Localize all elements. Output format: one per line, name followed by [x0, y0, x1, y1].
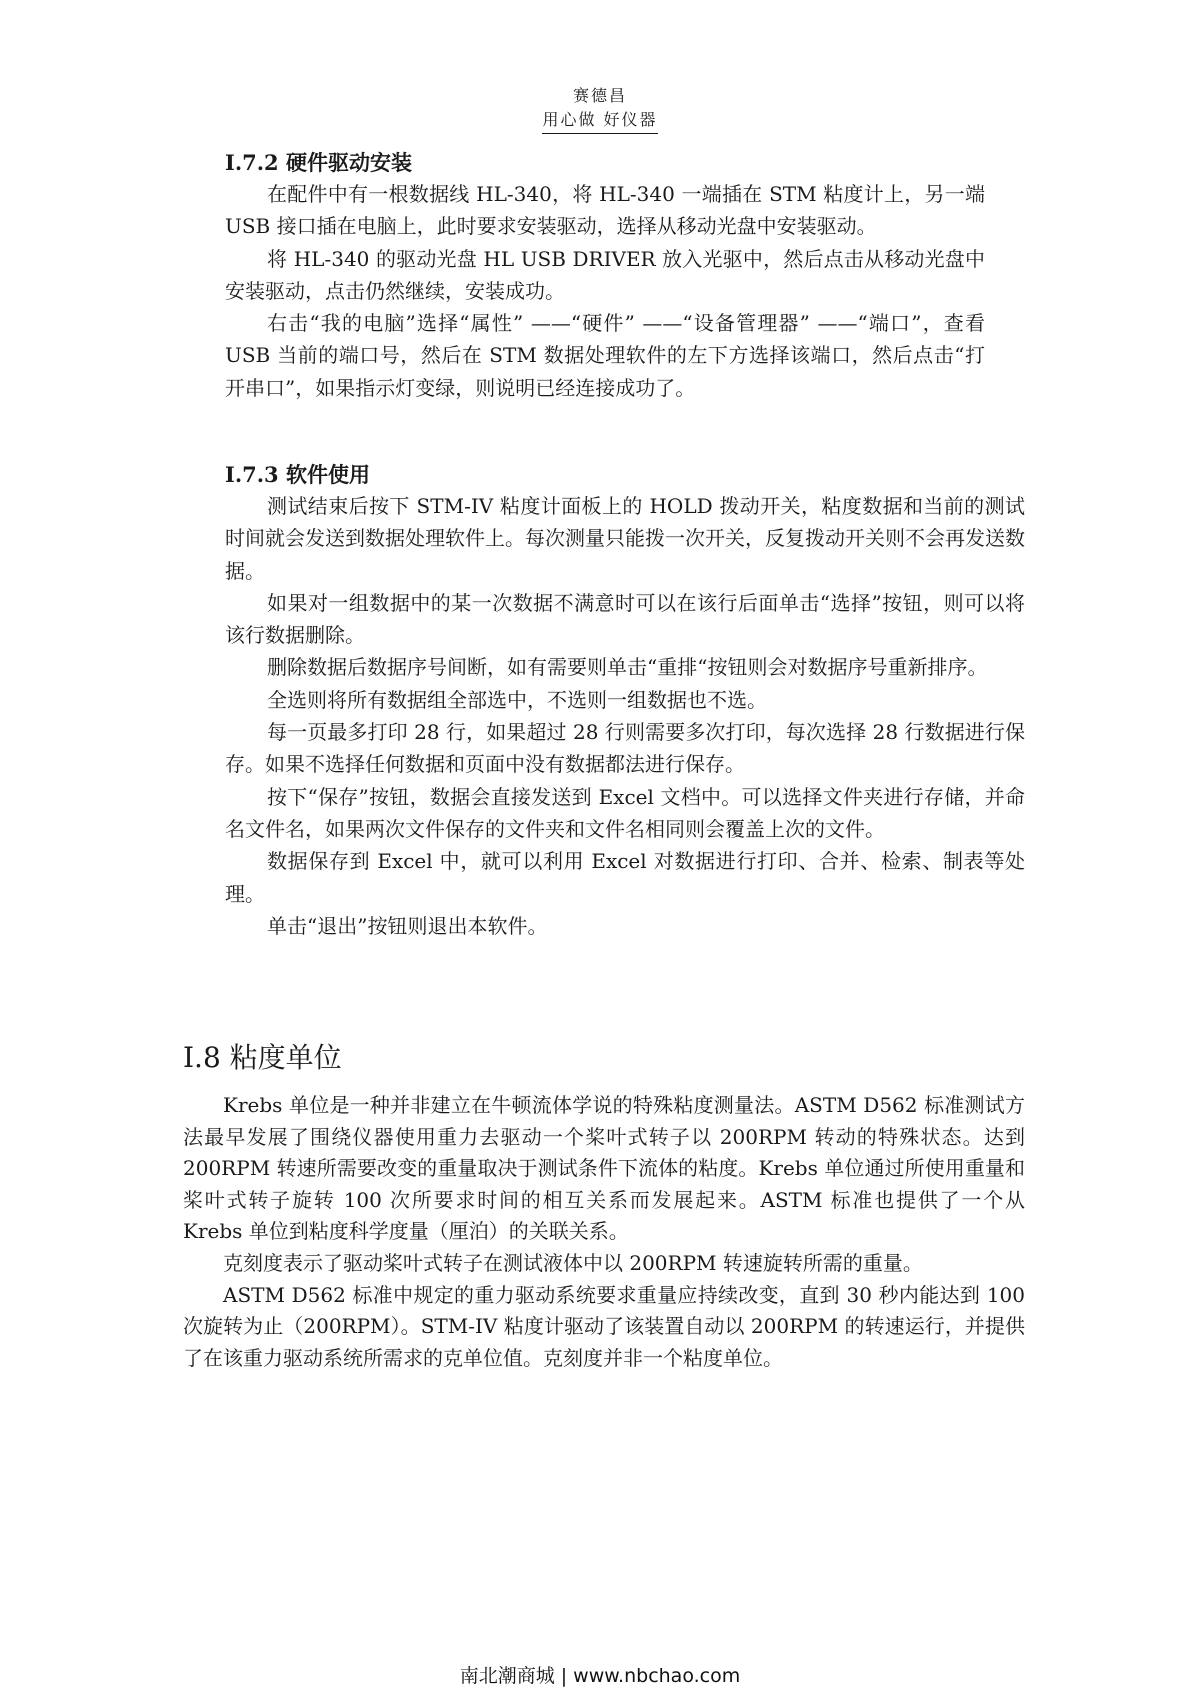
paragraph: 删除数据后数据序号间断，如有需要则单击“重排“按钮则会对数据序号重新排序。: [267, 655, 988, 680]
page-footer: [0, 1661, 1200, 1688]
section-hardware-driver: [225, 148, 1025, 404]
footer-url-link[interactable]: www.nbchao.com: [573, 1665, 741, 1687]
paragraph: Krebs 单位是一种并非建立在牛顿流体学说的特殊粘度测量法。ASTM D562 标准测试方法最早发展了围绕仪器使用重力去驱动一个桨叶式转子以 200RPM 转动的特殊状态。达到 200RPM 转速所需要改变的重量取决于测试条件下流体的粘度。Krebs 单位通过所使用重量和桨叶式转子旋转 100 次所要求时间的相互关系而发展起来。ASTM 标准也提供了一个从 Krebs 单位到粘度科学度量（厘泊）的关联关系。: [183, 1093, 1025, 1244]
company-slogan: 用心做 好仪器: [542, 108, 657, 134]
paragraph: 在配件中有一根数据线 HL-340，将 HL-340 一端插在 STM 粘度计上，另一端 USB 接口插在电脑上，此时要求安装驱动，选择从移动光盘中安装驱动。: [225, 182, 985, 239]
section-viscosity-units: [183, 1090, 1025, 1374]
paragraph: 克刻度表示了驱动桨叶式转子在测试液体中以 200RPM 转速旋转所需的重量。: [223, 1250, 923, 1275]
paragraph: 如果对一组数据中的某一次数据不满意时可以在该行后面单击“选择”按钮，则可以将该行数据删除。: [225, 590, 1025, 648]
paragraph: 每一页最多打印 28 行，如果超过 28 行则需要多次打印，每次选择 28 行数据进行保存。如果不选择任何数据和页面中没有数据都法进行保存。: [225, 720, 1025, 777]
paragraph: 数据保存到 Excel 中，就可以利用 Excel 对数据进行打印、合并、检索、制表等处理。: [225, 849, 1025, 906]
paragraph: 单击“退出”按钮则退出本软件。: [267, 913, 548, 938]
footer-separator: |: [560, 1665, 568, 1687]
paragraph: 按下“保存”按钮，数据会直接发送到 Excel 文档中。可以选择文件夹进行存储，并命名文件名，如果两次文件保存的文件夹和文件名相同则会覆盖上次的文件。: [225, 784, 1025, 841]
company-name: 赛德昌: [572, 86, 627, 105]
page-header: [0, 84, 1200, 134]
footer-site-name: 南北潮商城: [459, 1665, 555, 1687]
section-title: I.7.3 软件使用: [225, 462, 370, 487]
paragraph: 全选则将所有数据组全部选中，不选则一组数据也不选。: [267, 687, 767, 712]
paragraph: ASTM D562 标准中规定的重力驱动系统要求重量应持续改变，直到 30 秒内能达到 100 次旋转为止（200RPM）。STM-IV 粘度计驱动了该装置自动以 200RPM 的转速运行，并提供了在该重力驱动系统所需求的克单位值。克刻度并非一个粘度单位。: [183, 1282, 1025, 1370]
section-title-viscosity-units: I.8 粘度单位: [183, 1041, 342, 1074]
paragraph: 右击“我的电脑”选择“属性” ——“硬件” ——“设备管理器” ——“端口”，查看 USB 当前的端口号，然后在 STM 数据处理软件的左下方选择该端口，然后点击“打开串口”，如果指示灯变绿，则说明已经连接成功了。: [225, 311, 985, 400]
section-software-usage: [225, 460, 1025, 942]
section-title: I.7.2 硬件驱动安装: [225, 150, 412, 175]
paragraph: 将 HL-340 的驱动光盘 HL USB DRIVER 放入光驱中，然后点击从移动光盘中安装驱动，点击仍然继续，安装成功。: [225, 246, 985, 303]
paragraph: 测试结束后按下 STM-IV 粘度计面板上的 HOLD 拨动开关，粘度数据和当前的测试时间就会发送到数据处理软件上。每次测量只能拨一次开关，反复拨动开关则不会再发送数据。: [225, 494, 1025, 583]
